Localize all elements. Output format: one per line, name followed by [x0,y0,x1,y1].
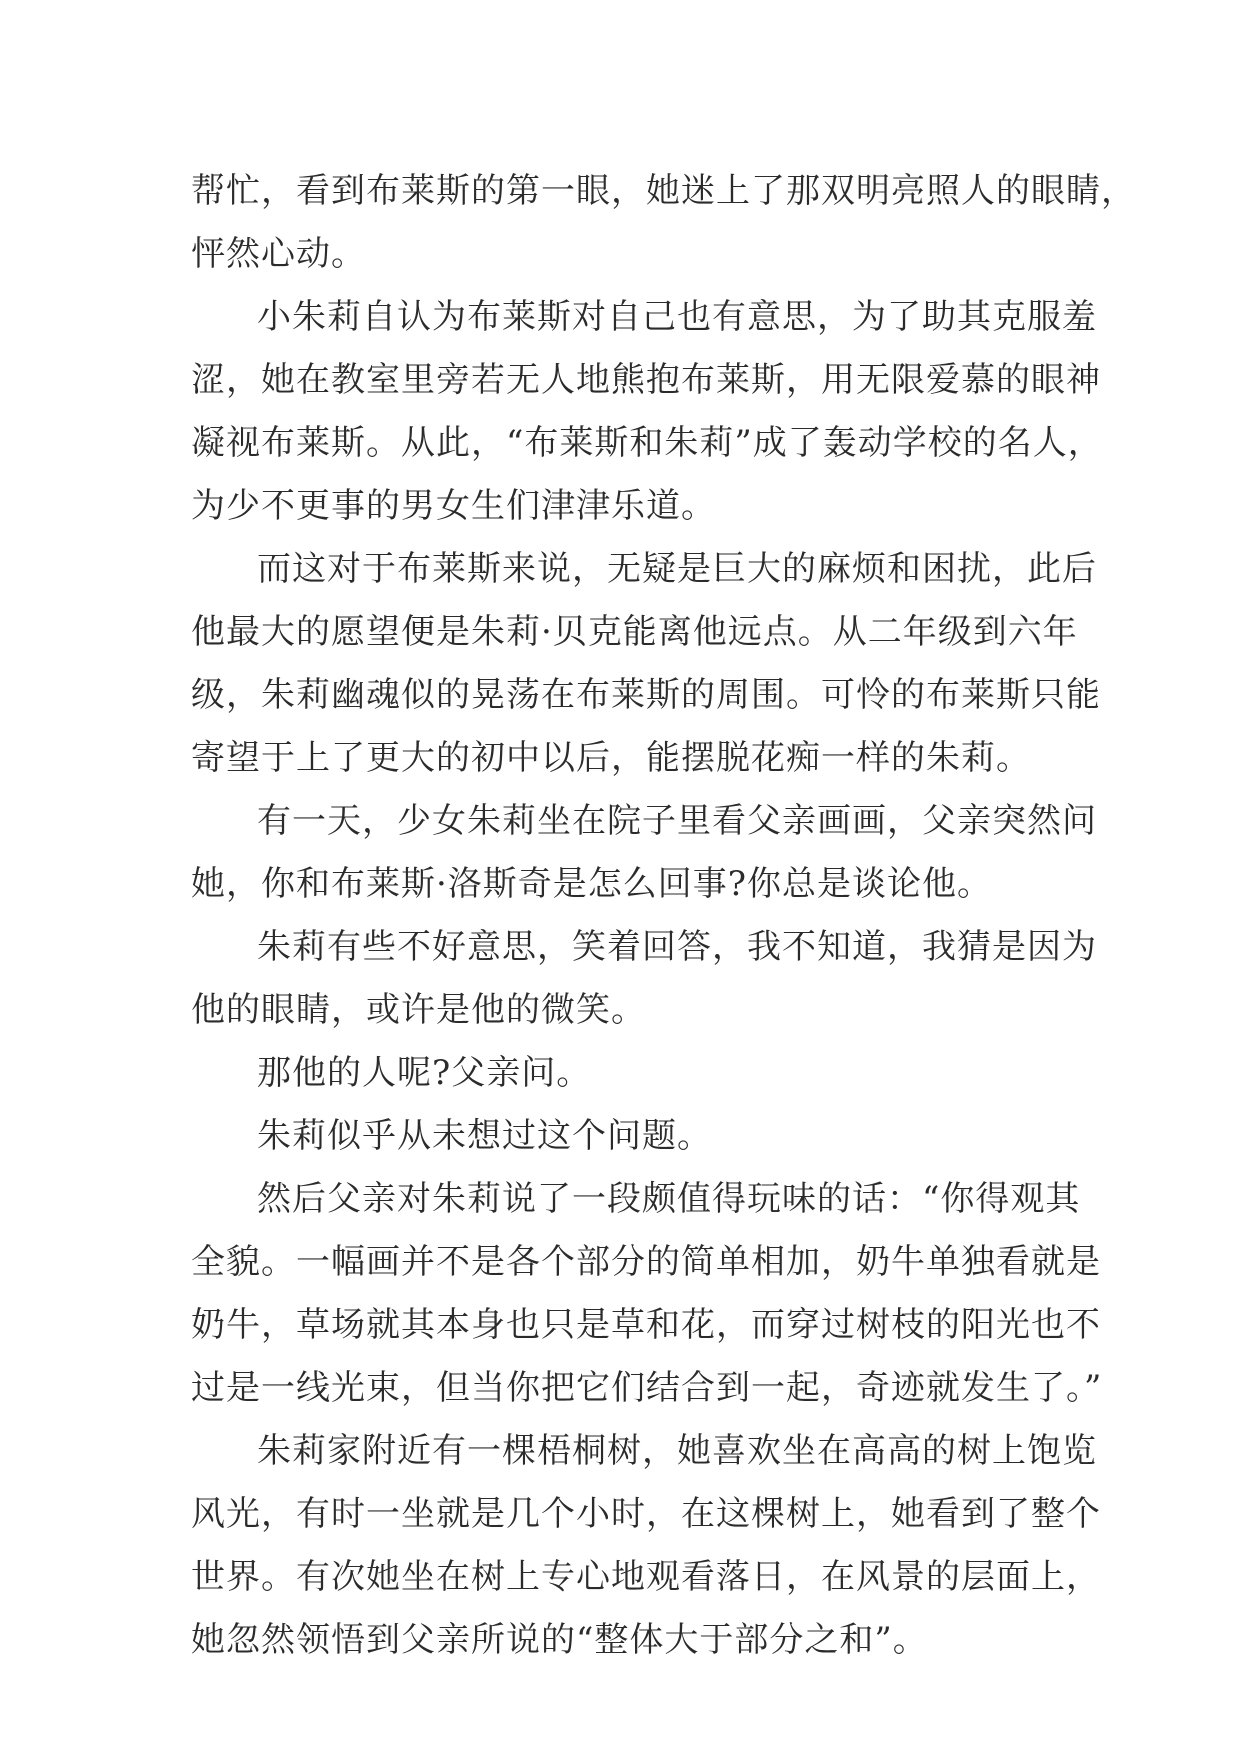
text-line: 她，你和布莱斯·洛斯奇是怎么回事?你总是谈论他。 [191,864,993,904]
text-line: 全貌。一幅画并不是各个部分的简单相加，奶牛单独看就是 [191,1242,1101,1282]
text-line: 有一天，少女朱莉坐在院子里看父亲画画，父亲突然问 [257,801,1097,841]
text-line: 过是一线光束，但当你把它们结合到一起，奇迹就发生了。” [191,1368,1103,1408]
paragraph-6 [191,1042,1061,1105]
text-line: 而这对于布莱斯来说，无疑是巨大的麻烦和困扰，此后 [257,549,1097,589]
text-line: 朱莉似乎从未想过这个问题。 [257,1116,712,1156]
text-line: 寄望于上了更大的初中以后，能摆脱花痴一样的朱莉。 [191,738,1031,778]
paragraph-5 [191,916,1097,1042]
text-line: 涩，她在教室里旁若无人地熊抱布莱斯，用无限爱慕的眼神 [191,360,1101,400]
text-line: 小朱莉自认为布莱斯对自己也有意思，为了助其克服羞 [257,297,1097,337]
paragraph-8 [191,1168,1103,1420]
text-line: 级，朱莉幽魂似的晃荡在布莱斯的周围。可怜的布莱斯只能 [191,675,1101,715]
text-line: 风光，有时一坐就是几个小时，在这棵树上，她看到了整个 [191,1494,1101,1534]
text-line: 他最大的愿望便是朱莉·贝克能离他远点。从二年级到六年 [191,612,1078,652]
text-line: 朱莉家附近有一棵梧桐树，她喜欢坐在高高的树上饱览 [257,1431,1097,1471]
paragraph-9 [191,1420,1101,1672]
text-line: 然后父亲对朱莉说了一段颇值得玩味的话：“你得观其 [257,1179,1081,1219]
text-line: 那他的人呢?父亲问。 [257,1053,592,1093]
paragraph-7 [191,1105,1061,1168]
text-line: 朱莉有些不好意思，笑着回答，我不知道，我猜是因为 [257,927,1097,967]
document-body [191,160,1136,1672]
text-line: 他的眼睛，或许是他的微笑。 [191,990,646,1030]
text-line: 为少不更事的男女生们津津乐道。 [191,486,716,526]
paragraph-1 [191,160,1136,286]
text-line: 奶牛，草场就其本身也只是草和花，而穿过树枝的阳光也不 [191,1305,1101,1345]
paragraph-2 [191,286,1103,538]
paragraph-3 [191,538,1101,790]
text-line: 世界。有次她坐在树上专心地观看落日，在风景的层面上， [191,1557,1101,1597]
text-line: 她忽然领悟到父亲所说的“整体大于部分之和”。 [191,1620,928,1660]
paragraph-4 [191,790,1097,916]
text-line: 怦然心动。 [191,234,366,274]
text-line: 帮忙，看到布莱斯的第一眼，她迷上了那双明亮照人的眼睛， [191,171,1136,211]
text-line: 凝视布莱斯。从此，“布莱斯和朱莉”成了轰动学校的名人， [191,423,1103,463]
